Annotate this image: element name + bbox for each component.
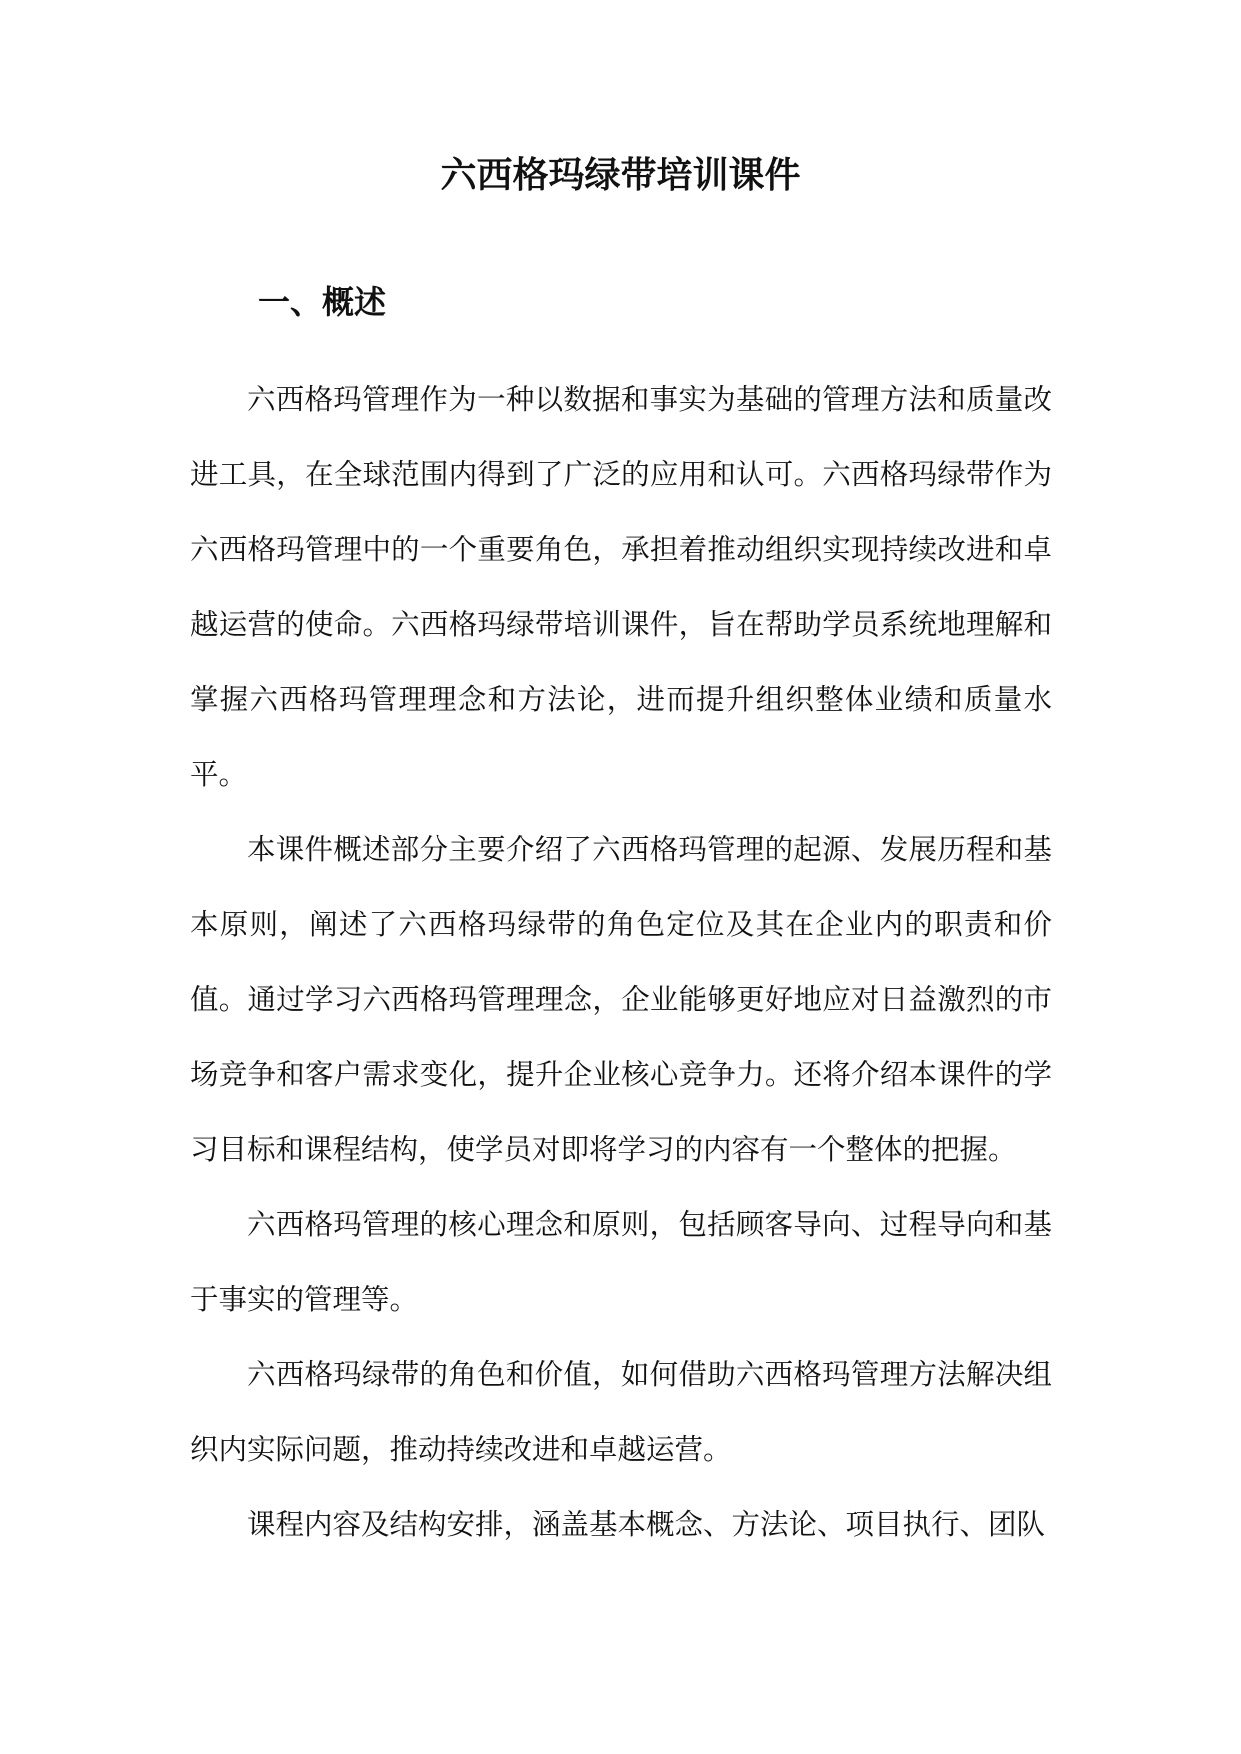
paragraph-greenbelt-role: 六西格玛绿带的角色和价值，如何借助六西格玛管理方法解决组织内实际问题，推动持续改进和卓越运营。 xyxy=(190,1358,1052,1466)
paragraph-overview: 本课件概述部分主要介绍了六西格玛管理的起源、发展历程和基本原则，阐述了六西格玛绿带的角色定位及其在企业内的职责和价值。通过学习六西格玛管理理念，企业能够更好地应对日益激烈的市场竞争和客户需求变化，提升企业核心竞争力。还将介绍本课件的学习目标和课程结构，使学员对即将学习的内容有一个整体的把握。 xyxy=(190,833,1052,1166)
body-text xyxy=(190,362,1052,1562)
section-heading-overview: 一、概述 xyxy=(258,283,387,321)
paragraph-core-principles: 六西格玛管理的核心理念和原则，包括顾客导向、过程导向和基于事实的管理等。 xyxy=(190,1208,1052,1316)
paragraph-intro: 六西格玛管理作为一种以数据和事实为基础的管理方法和质量改进工具，在全球范围内得到了广泛的应用和认可。六西格玛绿带作为六西格玛管理中的一个重要角色，承担着推动组织实现持续改进和卓越运营的使命。六西格玛绿带培训课件，旨在帮助学员系统地理解和掌握六西格玛管理理念和方法论，进而提升组织整体业绩和质量水平。 xyxy=(190,383,1052,791)
document-title: 六西格玛绿带培训课件 xyxy=(440,154,801,196)
paragraph-course-structure: 课程内容及结构安排，涵盖基本概念、方法论、项目执行、团队 xyxy=(247,1508,1046,1541)
